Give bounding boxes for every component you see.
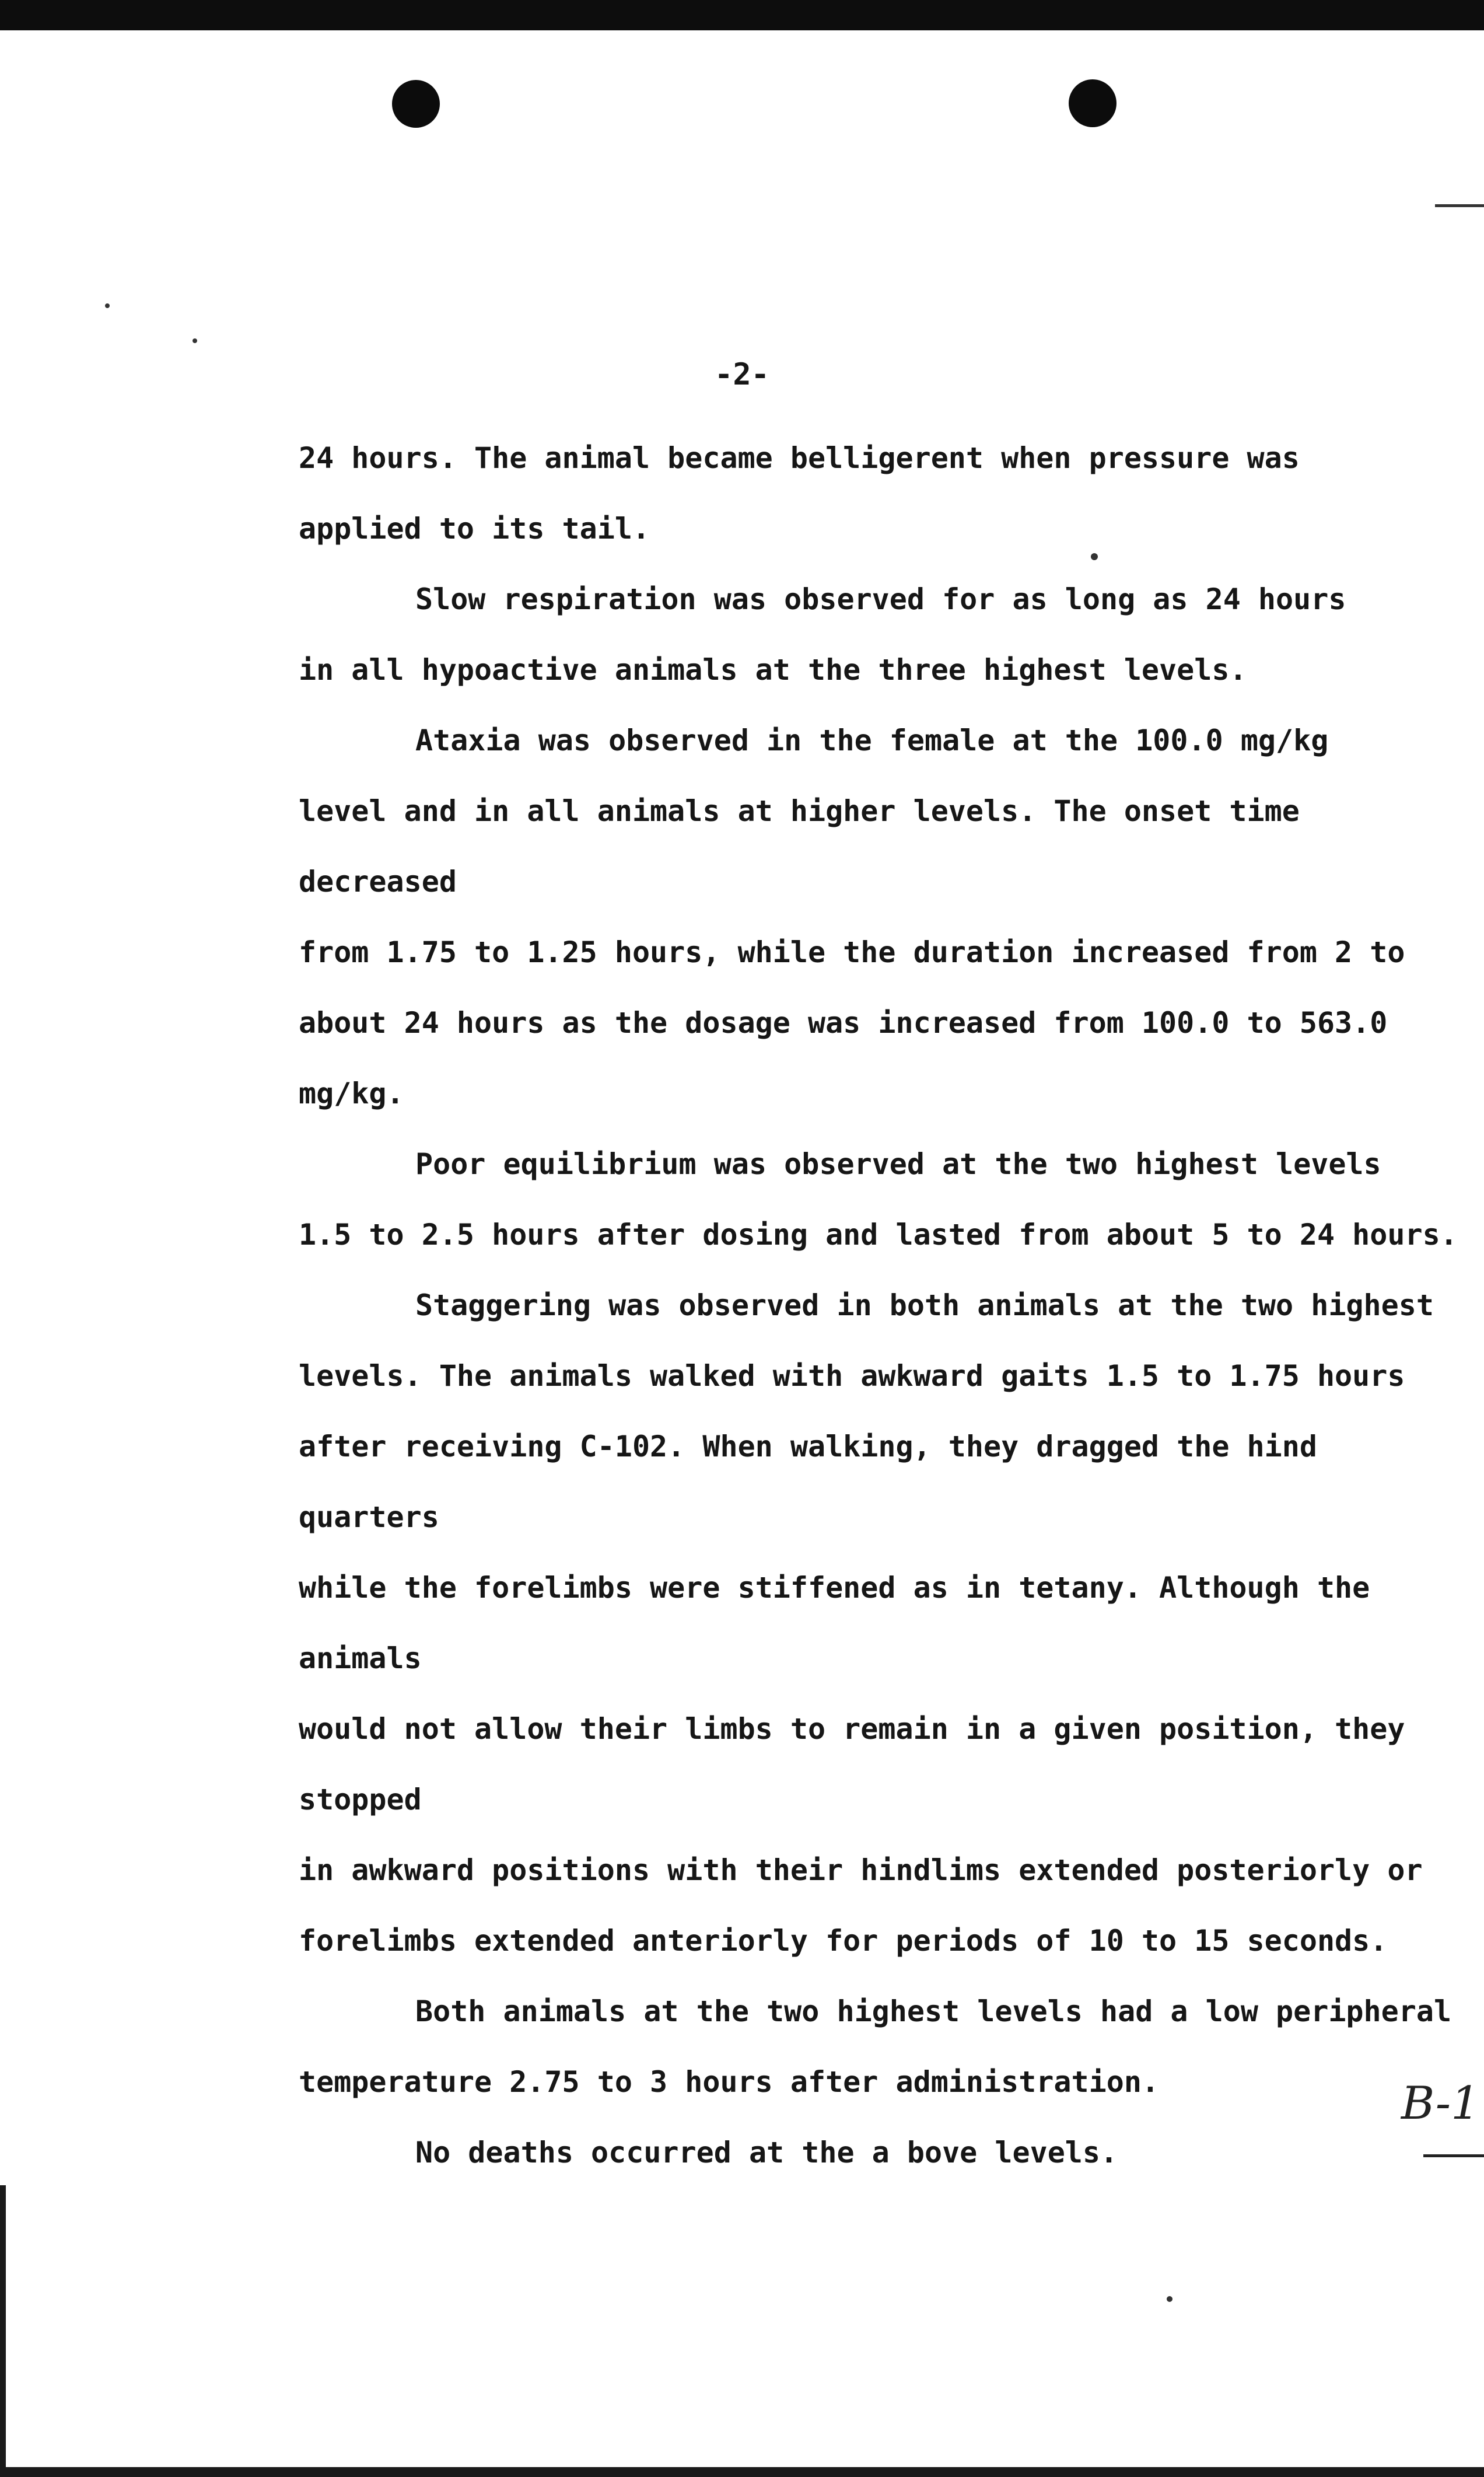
page-number: -2- [715, 357, 769, 392]
margin-note-underline [1423, 2154, 1484, 2157]
scan-speck [1167, 2296, 1172, 2302]
scan-speck [192, 338, 197, 343]
paragraph-7: No deaths occurred at the a bove levels. [415, 2136, 1118, 2169]
scan-left-border [0, 2185, 6, 2477]
document-body [299, 423, 1460, 2188]
handwritten-margin-note: B-1 [1401, 2077, 1480, 2130]
paragraph-6: Both animals at the two highest levels had a low peripheral temperature 2.75 to 3 hours after administration. [299, 1994, 1452, 2099]
paragraph-2: Slow respiration was observed for as long as 24 hours in all hypoactive animals at the three highest levels. [299, 582, 1346, 687]
punch-hole-right [1069, 79, 1116, 127]
paragraph-5: Staggering was observed in both animals at the two highest levels. The animals walked with awkward gaits 1.5 to 1.75 hours after receiving C-102. When walking, they dragged the hind quarters while the forelimbs were stiffened as in tetany. Although the animals would not allow their limbs to remain in a given position, they stopped in awkward positions with their hindlims extended posteriorly or forelimbs extended anteriorly for periods of 10 to 15 seconds. [299, 1288, 1434, 1958]
scan-top-border [0, 0, 1484, 30]
punch-hole-left [392, 80, 440, 128]
scan-bottom-border [0, 2467, 1484, 2477]
paragraph-3: Ataxia was observed in the female at the 100.0 mg/kg level and in all animals at higher levels. The onset time decreased from 1.75 to 1.25 hours, while the duration increased from 2 to about 24 hours as the dosage was increased from 100.0 to 563.0 mg/kg. [299, 724, 1405, 1110]
scan-speck [105, 303, 110, 308]
scan-speck [1435, 204, 1484, 207]
paragraph-1: 24 hours. The animal became belligerent when pressure was applied to its tail. [299, 441, 1300, 546]
paragraph-4: Poor equilibrium was observed at the two highest levels 1.5 to 2.5 hours after dosing and lasted from about 5 to 24 hours. [299, 1147, 1458, 1252]
